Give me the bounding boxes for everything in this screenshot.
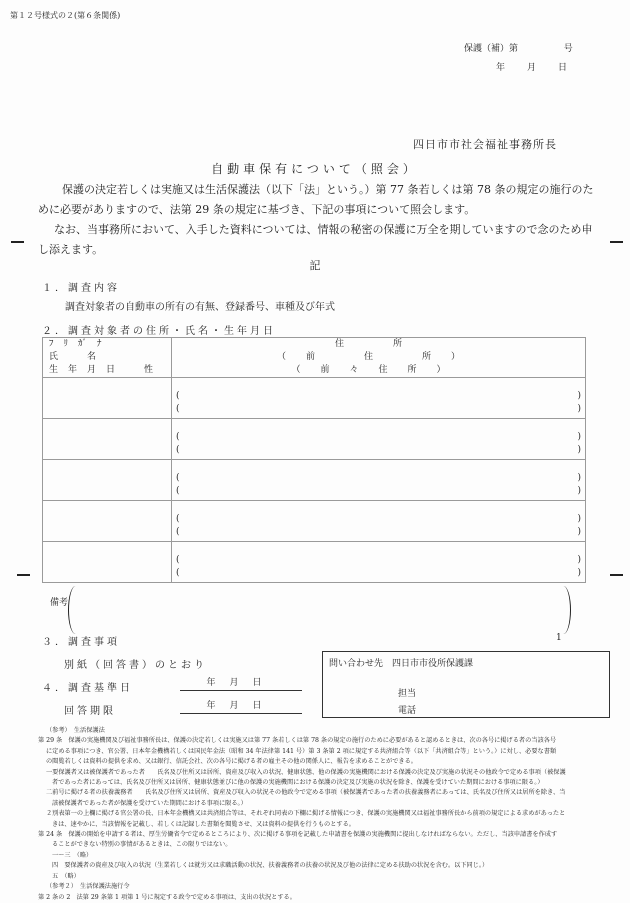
paren-open: (: [176, 486, 180, 496]
contact-box: [322, 651, 610, 718]
paren-open: (: [176, 432, 180, 442]
paren-open: (: [176, 404, 180, 414]
name-cell[interactable]: [43, 501, 172, 542]
reference-note-line: 該被保護者であった者が保護を受けていた期間における事項に限る。）: [52, 799, 247, 807]
reference-note-line: ることができない特別の事情があるときは、この限りではない。: [52, 841, 232, 849]
issue-date-month: 月: [527, 63, 537, 73]
reference-note-line: （参考２） 生活保護法施行令: [46, 883, 130, 891]
header-birthdate-sex: 生年月日 性: [49, 365, 164, 375]
remarks-label: 備考: [50, 598, 69, 608]
header-address: 住 所: [334, 339, 422, 349]
paren-close: ): [577, 486, 581, 496]
section3-content: 別紙（回答書）のとおり: [64, 660, 207, 671]
paren-close: ): [577, 555, 581, 565]
reference-note-line: 二前号に掲げる者の扶養義務者 氏名及び住所又は居所、資産及び収入の状況その他政令で定める事項（被保護者であった者の扶養義務者にあっては、氏名及び住所又は居所を除き、当: [46, 789, 566, 797]
header-furigana: ﾌﾘｶﾞﾅ: [49, 339, 112, 349]
form-number: 第１２号様式の２(第６条関係): [10, 11, 121, 20]
contact-phone-label: 電話: [398, 706, 417, 716]
reference-note-line: の閲覧若しくは資料の提供を求め、又は銀行、信託会社、次の各号に掲げる者の雇主その他の関係人に、報告を求めることができる。: [46, 758, 417, 766]
section1-content: 調査対象者の自動車の所有の有無、登録番号、車種及び年式: [65, 302, 335, 313]
paren-close: ): [577, 404, 581, 414]
body-paragraph-1: 保護の決定若しくは実施又は生活保護法（以下「法」という。）第 77 条若しくは第 78 条の規定の施行のために必要がありますので、法第 29 条の規定に基づき、下記の事項について照会します。: [38, 183, 594, 216]
paren-close: ): [577, 514, 581, 524]
remarks-field[interactable]: [60, 590, 550, 632]
header-address-column: [172, 338, 586, 378]
header-name: 氏 名: [49, 352, 107, 362]
reference-number: [464, 41, 573, 54]
address-cell[interactable]: [172, 542, 586, 583]
section4-heading: ４．調査基準日: [42, 683, 133, 694]
paren-close: ): [577, 432, 581, 442]
address-cell[interactable]: [172, 460, 586, 501]
paren-close: ): [577, 527, 581, 537]
issue-date-year: 年: [496, 63, 506, 73]
paren-close: ): [577, 391, 581, 401]
table-row: [43, 542, 586, 583]
paren-open: (: [176, 527, 180, 537]
document-title: 自動車保有について（照会）: [211, 162, 419, 176]
reference-note-line: 四 要保護者の資産及び収入の状況（生業若しくは就労又は求職活動の状況、扶養義務者の扶養の状況及び他の法律に定める扶助の状況を含む。以下同じ。）: [52, 862, 489, 870]
reference-note-line: ２別表第一の上欄に掲げる官公署の長、日本年金機構又は共済組合等は、それぞれ同表の下欄に掲げる情報につき、保護の実施機関又は福祉事務所長から前項の規定による求めがあったと: [46, 810, 566, 818]
reference-note-line: に定める事項につき、官公署、日本年金機構若しくは国民年金法（昭和 34 年法律第 141 号）第 3 条第 2 項に規定する共済組合等（以下「共済組合等」という。）に対し、必要な書類: [46, 747, 557, 755]
table-header-row: [43, 338, 586, 378]
section3-heading: ３．調査事項: [42, 637, 120, 648]
name-cell[interactable]: [43, 378, 172, 419]
address-cell[interactable]: [172, 378, 586, 419]
margin-mark: [610, 574, 623, 576]
reference-note-line: 第 29 条 保護の実施機関及び福祉事務所長は、保護の決定若しくは実施又は第 77 条若しくは第 78 条の規定の施行のために必要があると認めるときは、次の各号に掲げる者の当該各号: [38, 737, 557, 745]
margin-mark: [11, 241, 24, 243]
deadline-date-field[interactable]: 年月日: [180, 699, 302, 714]
paren-close: ): [577, 445, 581, 455]
table-row: [43, 460, 586, 501]
deadline-label: 回答期限: [64, 706, 116, 717]
paren-open: (: [176, 473, 180, 483]
reference-notes: [38, 726, 613, 903]
paren-open: (: [176, 568, 180, 578]
paren-open: (: [176, 391, 180, 401]
contact-label: 問い合わせ先 四日市市役所保護課: [329, 659, 474, 669]
margin-mark: [610, 241, 623, 243]
reference-note-line: （参考） 生活保護法: [46, 727, 105, 734]
paren-close: ): [577, 568, 581, 578]
table-row: [43, 501, 586, 542]
reference-note-line: 第 2 条の 2 法第 29 条第 1 項第 1 号に規定する政令で定める事項は、支出の状況とする。: [38, 893, 296, 901]
issue-date: [496, 60, 567, 73]
margin-mark: [17, 574, 30, 576]
header-name-column: [43, 338, 172, 378]
paren-close: ): [577, 473, 581, 483]
reference-prefix: 保護（補）第: [464, 44, 519, 54]
reference-note-line: 者であった者にあっては、氏名及び住所又は居所、健康状態並びに他の保護の実施機関における保護の決定及び実施の状況を除き、保護を受けていた期間における事項に限る。）: [52, 779, 544, 787]
reference-note-line: きは、速やかに、当該情報を記載し、若しくは記録した書類を閲覧させ、又は資料の提供を行うものとする。: [52, 820, 355, 828]
reference-note-line: 一～三 （略）: [52, 851, 93, 859]
table-row: [43, 419, 586, 460]
header-previous-previous-address: （前々住所）: [291, 365, 466, 375]
reference-note-line: 一要保護者又は被保護者であった者 氏名及び住所又は居所、資産及び収入の状況、健康状態、他の保護の実施機関における保護の決定及び実施の状況その他政令で定める事項（被保護: [46, 768, 566, 776]
page-number: 1: [556, 633, 562, 643]
address-cell[interactable]: [172, 501, 586, 542]
reference-date-field[interactable]: 年月日: [180, 676, 302, 691]
paren-open: (: [176, 555, 180, 565]
reference-suffix: 号: [563, 44, 573, 54]
ki-heading: 記: [309, 259, 321, 272]
contact-person-label: 担当: [398, 689, 417, 699]
remarks-bracket-right: [556, 586, 571, 634]
paren-open: (: [176, 514, 180, 524]
subject-table: [42, 337, 586, 583]
reference-note-line: 第 24 条 保護の開始を申請する者は、厚生労働省令で定めるところにより、次に掲げる事項を記載した申請書を保護の実施機関に提出しなければならない。ただし、当該申請書を作成す: [38, 831, 558, 839]
section2-heading: ２．調査対象者の住所・氏名・生年月日: [42, 326, 276, 337]
header-previous-address: （前 住 所）: [276, 352, 480, 362]
table-row: [43, 378, 586, 419]
body-paragraph-2: なお、当事務所において、入手した資料については、情報の秘密の保護に万全を期していますので念のため申し添えます。: [38, 223, 593, 256]
name-cell[interactable]: [43, 542, 172, 583]
section1-heading: １．調査内容: [42, 283, 120, 294]
issue-date-day: 日: [558, 63, 568, 73]
address-cell[interactable]: [172, 419, 586, 460]
reference-note-line: 五 （略）: [52, 872, 80, 880]
paren-open: (: [176, 445, 180, 455]
sender: 四日市市社会福祉事務所長: [413, 138, 557, 151]
name-cell[interactable]: [43, 460, 172, 501]
name-cell[interactable]: [43, 419, 172, 460]
